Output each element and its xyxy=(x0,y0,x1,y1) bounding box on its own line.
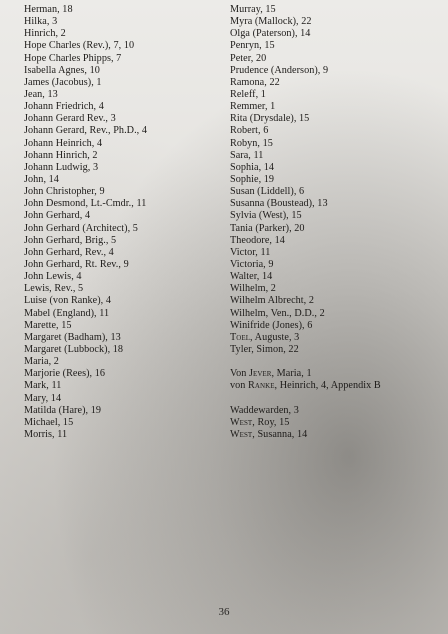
entry-text: Sophia, 14 xyxy=(230,161,275,173)
index-entry xyxy=(230,283,381,295)
entry-text: Peter, 20 xyxy=(230,52,267,64)
index-entry xyxy=(230,53,381,65)
index-entry: Mark, 11 xyxy=(24,380,62,392)
entry-text: , Roy, 15 xyxy=(252,416,290,428)
index-entry xyxy=(230,271,381,283)
index-entry: Luise (von Ranke), 4 xyxy=(24,295,112,307)
entry-text: Susan (Liddell), 6 xyxy=(230,186,305,198)
entry-text: Murray, 15 xyxy=(230,4,276,15)
index-entry xyxy=(230,125,381,137)
entry-text: Wilhelm Albrecht, 2 xyxy=(230,295,315,307)
entry-text: Robert, 6 xyxy=(230,125,269,137)
index-entry xyxy=(230,28,381,40)
entry-text: Sophie, 19 xyxy=(230,173,275,185)
entry-text: Remmer, 1 xyxy=(230,101,276,113)
entry-text: Victoria, 9 xyxy=(230,258,274,270)
index-entry: James (Jacobus), 1 xyxy=(24,76,102,88)
entry-text: Prudence (Anderson), 9 xyxy=(230,64,329,76)
index-entry xyxy=(230,417,381,429)
index-entry xyxy=(230,198,381,210)
index-entry xyxy=(230,247,381,259)
entry-text: Wilhelm, Ven., D.D., 2 xyxy=(230,307,325,319)
entry-text: Releff, 1 xyxy=(230,88,266,100)
entry-text: Winifride (Jones), 6 xyxy=(230,319,313,331)
entry-surname: West xyxy=(230,416,253,428)
index-entry: Morris, 11 xyxy=(24,428,68,440)
entry-surname: Toel xyxy=(230,331,251,343)
entry-text: Penryn, 15 xyxy=(230,40,275,52)
index-entry: Hilka, 3 xyxy=(24,16,58,28)
index-entry xyxy=(230,162,381,174)
index-entry: Mabel (England), 11 xyxy=(24,307,110,319)
entry-prefix: von xyxy=(230,380,249,392)
index-entry xyxy=(230,368,381,380)
index-entry xyxy=(230,138,381,150)
entry-surname: West xyxy=(230,428,253,440)
index-entry xyxy=(230,405,381,417)
index-entry: John Gerhard (Architect), 5 xyxy=(24,222,138,234)
entry-text: Tyler, Simon, 22 xyxy=(230,343,299,355)
index-entry xyxy=(230,210,381,222)
index-entry: Johann Ludwig, 3 xyxy=(24,161,99,173)
entry-text: Victor, 11 xyxy=(230,246,271,258)
index-entry xyxy=(230,77,381,89)
index-column-right xyxy=(230,4,381,441)
index-entry: Johann Gerard, Rev., Ph.D., 4 xyxy=(24,125,148,137)
index-entry xyxy=(230,259,381,271)
entry-text: Wilhelm, 2 xyxy=(230,283,276,295)
entry-text: Waddewarden, 3 xyxy=(230,404,299,416)
index-entry: Lewis, Rev., 5 xyxy=(24,283,84,295)
index-entry xyxy=(230,223,381,235)
index-entry xyxy=(230,308,381,320)
index-entry: Maria, 2 xyxy=(24,356,59,368)
entry-text: Theodore, 14 xyxy=(230,234,285,246)
index-entry: John Gerhard, Brig., 5 xyxy=(24,234,117,246)
entry-text: Robyn, 15 xyxy=(230,137,273,149)
index-entry xyxy=(230,150,381,162)
entry-text: Walter, 14 xyxy=(230,271,273,283)
index-entry: Hope Charles (Rev.), 7, 10 xyxy=(24,40,135,52)
index-entry: John Lewis, 4 xyxy=(24,271,82,283)
index-entry: John Desmond, Lt.-Cmdr., 11 xyxy=(24,198,147,210)
index-entry xyxy=(230,344,381,356)
index-entry: Johann Heinrich, 4 xyxy=(24,137,103,149)
index-entry: Mary, 14 xyxy=(24,392,62,404)
entry-text: , Heinrich, 4, Appendix B xyxy=(274,380,381,392)
entry-prefix: Von xyxy=(230,368,249,380)
index-entry: Johann Gerard Rev., 3 xyxy=(24,113,116,125)
index-entry: John Christopher, 9 xyxy=(24,186,105,198)
entry-text: Tania (Parker), 20 xyxy=(230,222,305,234)
index-entry: Hinrich, 2 xyxy=(24,28,66,40)
entry-text: Sara, 11 xyxy=(230,149,264,161)
index-entry xyxy=(230,101,381,113)
index-entry: Jean, 13 xyxy=(24,88,58,100)
index-entry: Margaret (Badham), 13 xyxy=(24,331,121,343)
index-entry xyxy=(230,320,381,332)
entry-surname: Jever xyxy=(248,368,272,380)
index-entry: John, 14 xyxy=(24,173,59,185)
entry-text: Myra (Mallock), 22 xyxy=(230,16,312,28)
entry-text: Ramona, 22 xyxy=(230,76,280,88)
index-entry xyxy=(230,16,381,28)
index-entry: John Gerhard, Rt. Rev., 9 xyxy=(24,258,129,270)
index-entry: Herman, 18 xyxy=(24,4,73,15)
index-entry xyxy=(230,4,381,16)
entry-text: Sylvia (West), 15 xyxy=(230,210,302,222)
index-entry xyxy=(230,332,381,344)
index-entry: Margaret (Lubbock), 18 xyxy=(24,343,124,355)
index-entry: Hope Charles Phipps, 7 xyxy=(24,52,122,64)
index-entry xyxy=(230,40,381,52)
index-entry xyxy=(230,174,381,186)
index-entry xyxy=(230,65,381,77)
index-entry xyxy=(230,186,381,198)
index-entry xyxy=(230,89,381,101)
index-column-left xyxy=(24,4,147,441)
entry-text: Rita (Drysdale), 15 xyxy=(230,113,310,125)
index-entry: Michael, 15 xyxy=(24,416,74,428)
index-entry xyxy=(230,380,381,392)
index-entry: Matilda (Hare), 19 xyxy=(24,404,101,416)
entry-text: , Auguste, 3 xyxy=(250,331,300,343)
entry-text: Olga (Paterson), 14 xyxy=(230,28,311,40)
index-entry: Johann Hinrich, 2 xyxy=(24,149,98,161)
index-entry xyxy=(230,429,381,441)
index-entry: John Gerhard, 4 xyxy=(24,210,91,222)
index-entry: Isabella Agnes, 10 xyxy=(24,64,100,76)
index-spacer xyxy=(230,356,381,368)
page-number: 36 xyxy=(218,606,230,618)
entry-surname: Ranke xyxy=(248,380,275,392)
index-entry xyxy=(230,113,381,125)
index-spacer xyxy=(230,393,381,405)
index-entry: John Gerhard, Rev., 4 xyxy=(24,246,114,258)
index-entry xyxy=(230,295,381,307)
index-entry: Marjorie (Rees), 16 xyxy=(24,368,106,380)
index-entry: Marette, 15 xyxy=(24,319,72,331)
entry-text: Susanna (Boustead), 13 xyxy=(230,198,328,210)
entry-text: , Maria, 1 xyxy=(271,368,312,380)
index-entry: Johann Friedrich, 4 xyxy=(24,101,104,113)
entry-text: , Susanna, 14 xyxy=(252,428,308,440)
index-entry xyxy=(230,235,381,247)
